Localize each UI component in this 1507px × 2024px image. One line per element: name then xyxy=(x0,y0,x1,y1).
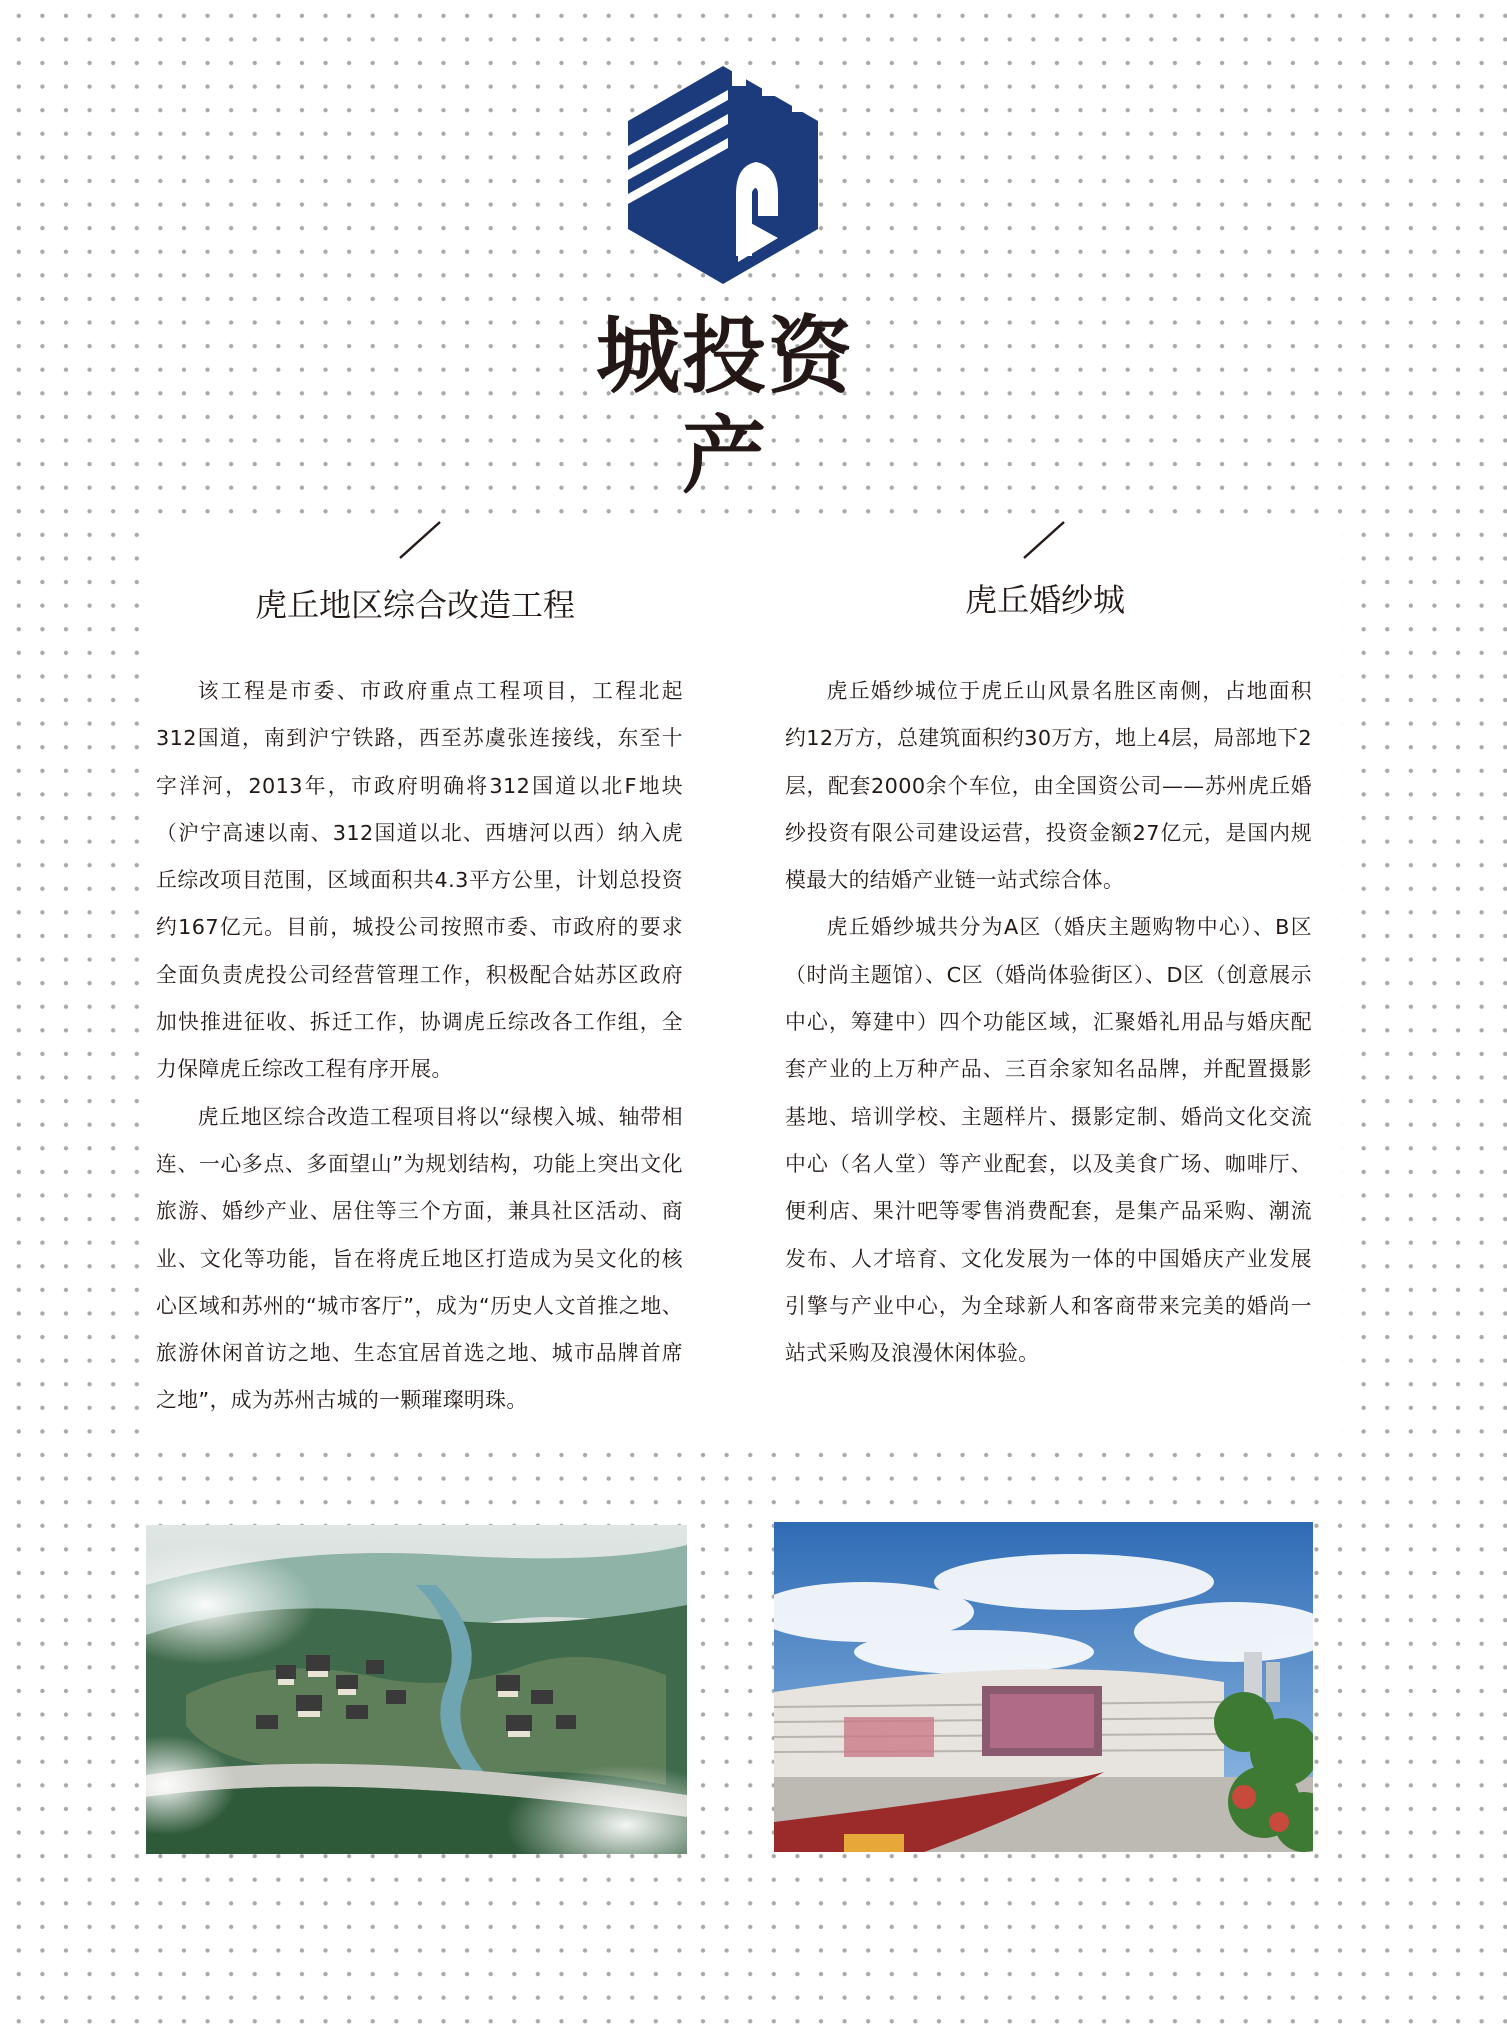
section-title-wedding-city: 虎丘婚纱城 xyxy=(964,581,1125,619)
section-body-wedding-city xyxy=(785,668,1312,1377)
paragraph: 该工程是市委、市政府重点工程项目，工程北起312国道，南到沪宁铁路，西至苏虞张连接线，东至十字洋河，2013年，市政府明确将312国道以北F地块（沪宁高速以南、312国道以北、西塘河以西）纳入虎丘综改项目范围，区域面积共4.3平方公里，计划总投资约167亿元。目前，城投公司按照市委、市政府的要求全面负责虎投公司经营管理工作，积极配合姑苏区政府加快推进征收、拆迁工作，协调虎丘综改各工作组，全力保障虎丘综改工程有序开展。 xyxy=(156,679,683,1082)
paragraph: 虎丘婚纱城位于虎丘山风景名胜区南侧，占地面积约12万方，总建筑面积约30万方，地上4层，局部地下2层，配套2000余个车位，由全国资公司——苏州虎丘婚纱投资有限公司建设运营，投资金额27亿元，是国内规模最大的结婚产业链一站式综合体。 xyxy=(785,679,1312,893)
paragraph: 虎丘婚纱城共分为A区（婚庆主题购物中心）、B区（时尚主题馆）、C区（婚尚体验街区）、D区（创意展示中心，筹建中）四个功能区域，汇聚婚礼用品与婚庆配套产业的上万种产品、三百余家知名品牌，并配置摄影基地、培训学校、主题样片、摄影定制、婚尚文化交流中心（名人堂）等产业配套，以及美食广场、咖啡厅、便利店、果汁吧等零售消费配套，是集产品采购、潮流发布、人才培育、文化发展为一体的中国婚庆产业发展引擎与产业中心，为全球新人和客商带来完美的婚尚一站式采购及浪漫休闲体验。 xyxy=(785,915,1312,1366)
city-wall-tower-logo-icon xyxy=(628,66,818,284)
aerial-water-town-photo xyxy=(146,1525,687,1854)
section-title-huqiu-renovation: 虎丘地区综合改造工程 xyxy=(254,586,575,624)
company-name: 城投资产 xyxy=(595,307,854,505)
section-body-huqiu-renovation xyxy=(156,668,683,1425)
wedding-mall-building-photo xyxy=(774,1522,1313,1852)
slash-divider-icon xyxy=(1022,520,1066,560)
slash-divider-icon xyxy=(398,520,442,560)
paragraph: 虎丘地区综合改造工程项目将以“绿楔入城、轴带相连、一心多点、多面望山”为规划结构，功能上突出文化旅游、婚纱产业、居住等三个方面，兼具社区活动、商业、文化等功能，旨在将虎丘地区打造成为吴文化的核心区域和苏州的“城市客厅”，成为“历史人文首推之地、旅游休闲首访之地、生态宜居首选之地、城市品牌首席之地”，成为苏州古城的一颗璀璨明珠。 xyxy=(156,1104,683,1413)
